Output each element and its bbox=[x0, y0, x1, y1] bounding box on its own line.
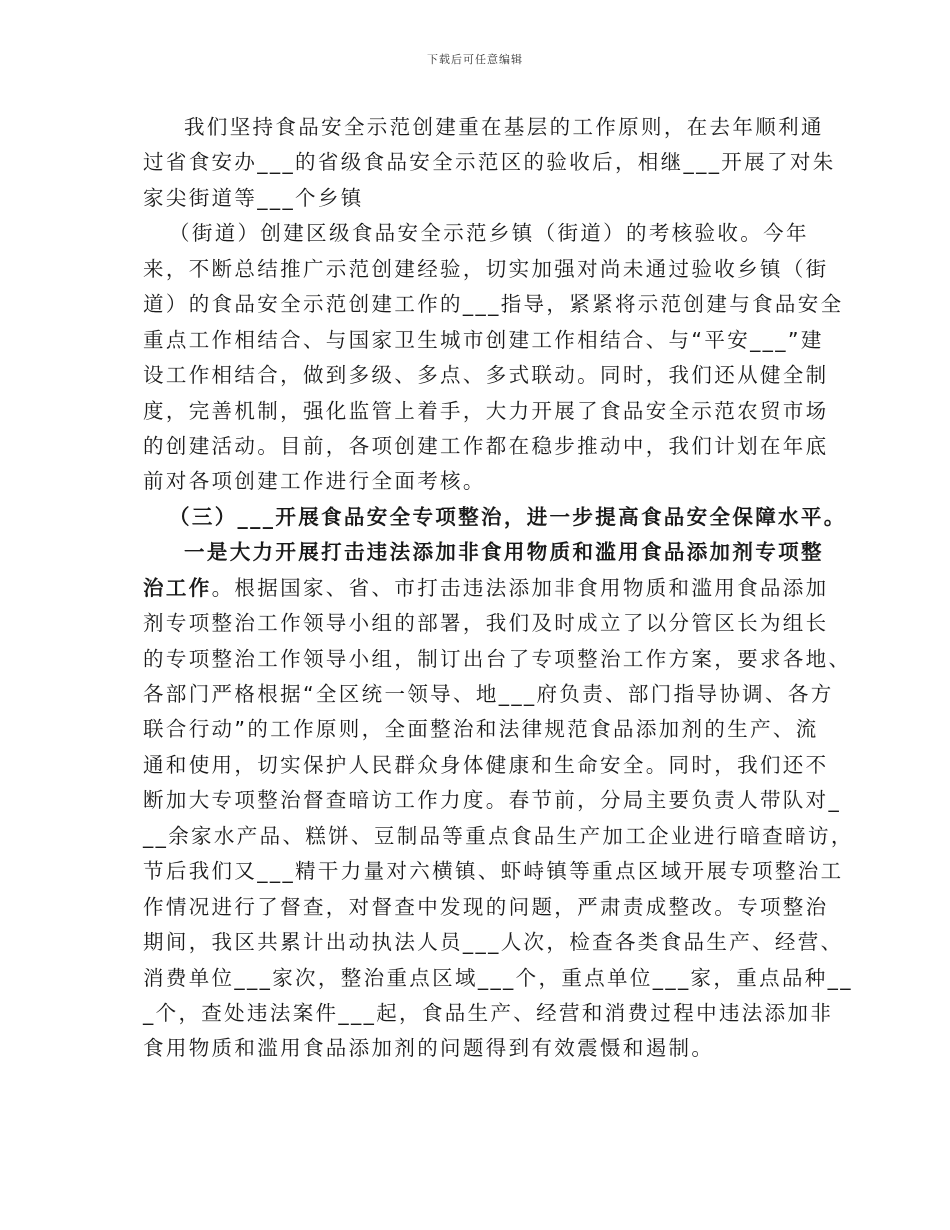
text-line: _个，查处违法案件___起，食品生产、经营和消费过程中违法添加非 bbox=[143, 1000, 834, 1025]
text-line: 道）的食品安全示范创建工作的___指导，紧紧将示范创建与食品安全 bbox=[143, 292, 844, 317]
text-line: 前对各项创建工作进行全面考核。 bbox=[143, 469, 486, 494]
text-line: 家尖街道等___个乡镇 bbox=[143, 185, 364, 210]
text-line: （街道）创建区级食品安全示范乡镇（街道）的考核验收。今年 bbox=[169, 221, 809, 246]
text-line: 重点工作相结合、与国家卫生城市创建工作相结合、与“平安___”建 bbox=[143, 327, 824, 352]
text-line: 剂专项整治工作领导小组的部署，我们及时成立了以分管区长为组长 bbox=[143, 611, 829, 636]
text-line: 度，完善机制，强化监管上着手，大力开展了食品安全示范农贸市场 bbox=[143, 398, 829, 423]
text-line: 设工作相结合，做到多级、多点、多式联动。同时，我们还从健全制 bbox=[143, 363, 829, 388]
text-line: 的专项整治工作领导小组，制订出台了专项整治工作方案，要求各地、 bbox=[143, 646, 852, 671]
text-line bbox=[143, 571, 829, 606]
text-line: 期间，我区共累计出动执法人员___人次，检查各类食品生产、经营、 bbox=[143, 930, 844, 955]
text-line: 消费单位___家次，整治重点区域___个，重点单位___家，重点品种__ bbox=[143, 965, 853, 990]
page-header: 下载后可任意编辑 bbox=[427, 53, 523, 66]
text-line-rest: 。根据国家、省、市打击违法添加非食用物质和滥用食品添加 bbox=[211, 575, 829, 600]
text-line: 的创建活动。目前，各项创建工作都在稳步推动中，我们计划在年底 bbox=[143, 433, 829, 458]
text-line: 通和使用，切实保护人民群众身体健康和生命安全。同时，我们还不 bbox=[143, 752, 829, 777]
text-line: 来，不断总结推广示范创建经验，切实加强对尚未通过验收乡镇（街 bbox=[143, 256, 829, 281]
subsection-heading-end: 治工作 bbox=[143, 575, 212, 600]
text-line: 联合行动”的工作原则，全面整治和法律规范食品添加剂的生产、流 bbox=[143, 717, 819, 742]
text-line: 作情况进行了督查，对督查中发现的问题，严肃责成整改。专项整治 bbox=[143, 894, 829, 919]
text-line: 各部门严格根据“全区统一领导、地___府负责、部门指导协调、各方 bbox=[143, 682, 834, 706]
section-heading: （三）___开展食品安全专项整治，进一步提高食品安全保障水平。 bbox=[169, 504, 847, 529]
text-line: __余家水产品、糕饼、豆制品等重点食品生产加工企业进行暗查暗访， bbox=[143, 823, 854, 848]
subsection-heading: 一是大力开展打击违法添加非食用物质和滥用食品添加剂专项整 bbox=[184, 540, 824, 565]
text-line: 节后我们又___精干力量对六横镇、虾峙镇等重点区域开展专项整治工 bbox=[143, 859, 844, 884]
text-line: 食用物质和滥用食品添加剂的问题得到有效震慑和遏制。 bbox=[143, 1036, 715, 1061]
text-line: 断加大专项整治督查暗访工作力度。春节前，分局主要负责人带队对_ bbox=[143, 788, 842, 813]
text-line: 过省食安办___的省级食品安全示范区的验收后，相继___开展了对朱 bbox=[143, 150, 836, 175]
document-body bbox=[143, 110, 854, 1067]
text-line: 我们坚持食品安全示范创建重在基层的工作原则，在去年顺利通 bbox=[184, 115, 824, 139]
